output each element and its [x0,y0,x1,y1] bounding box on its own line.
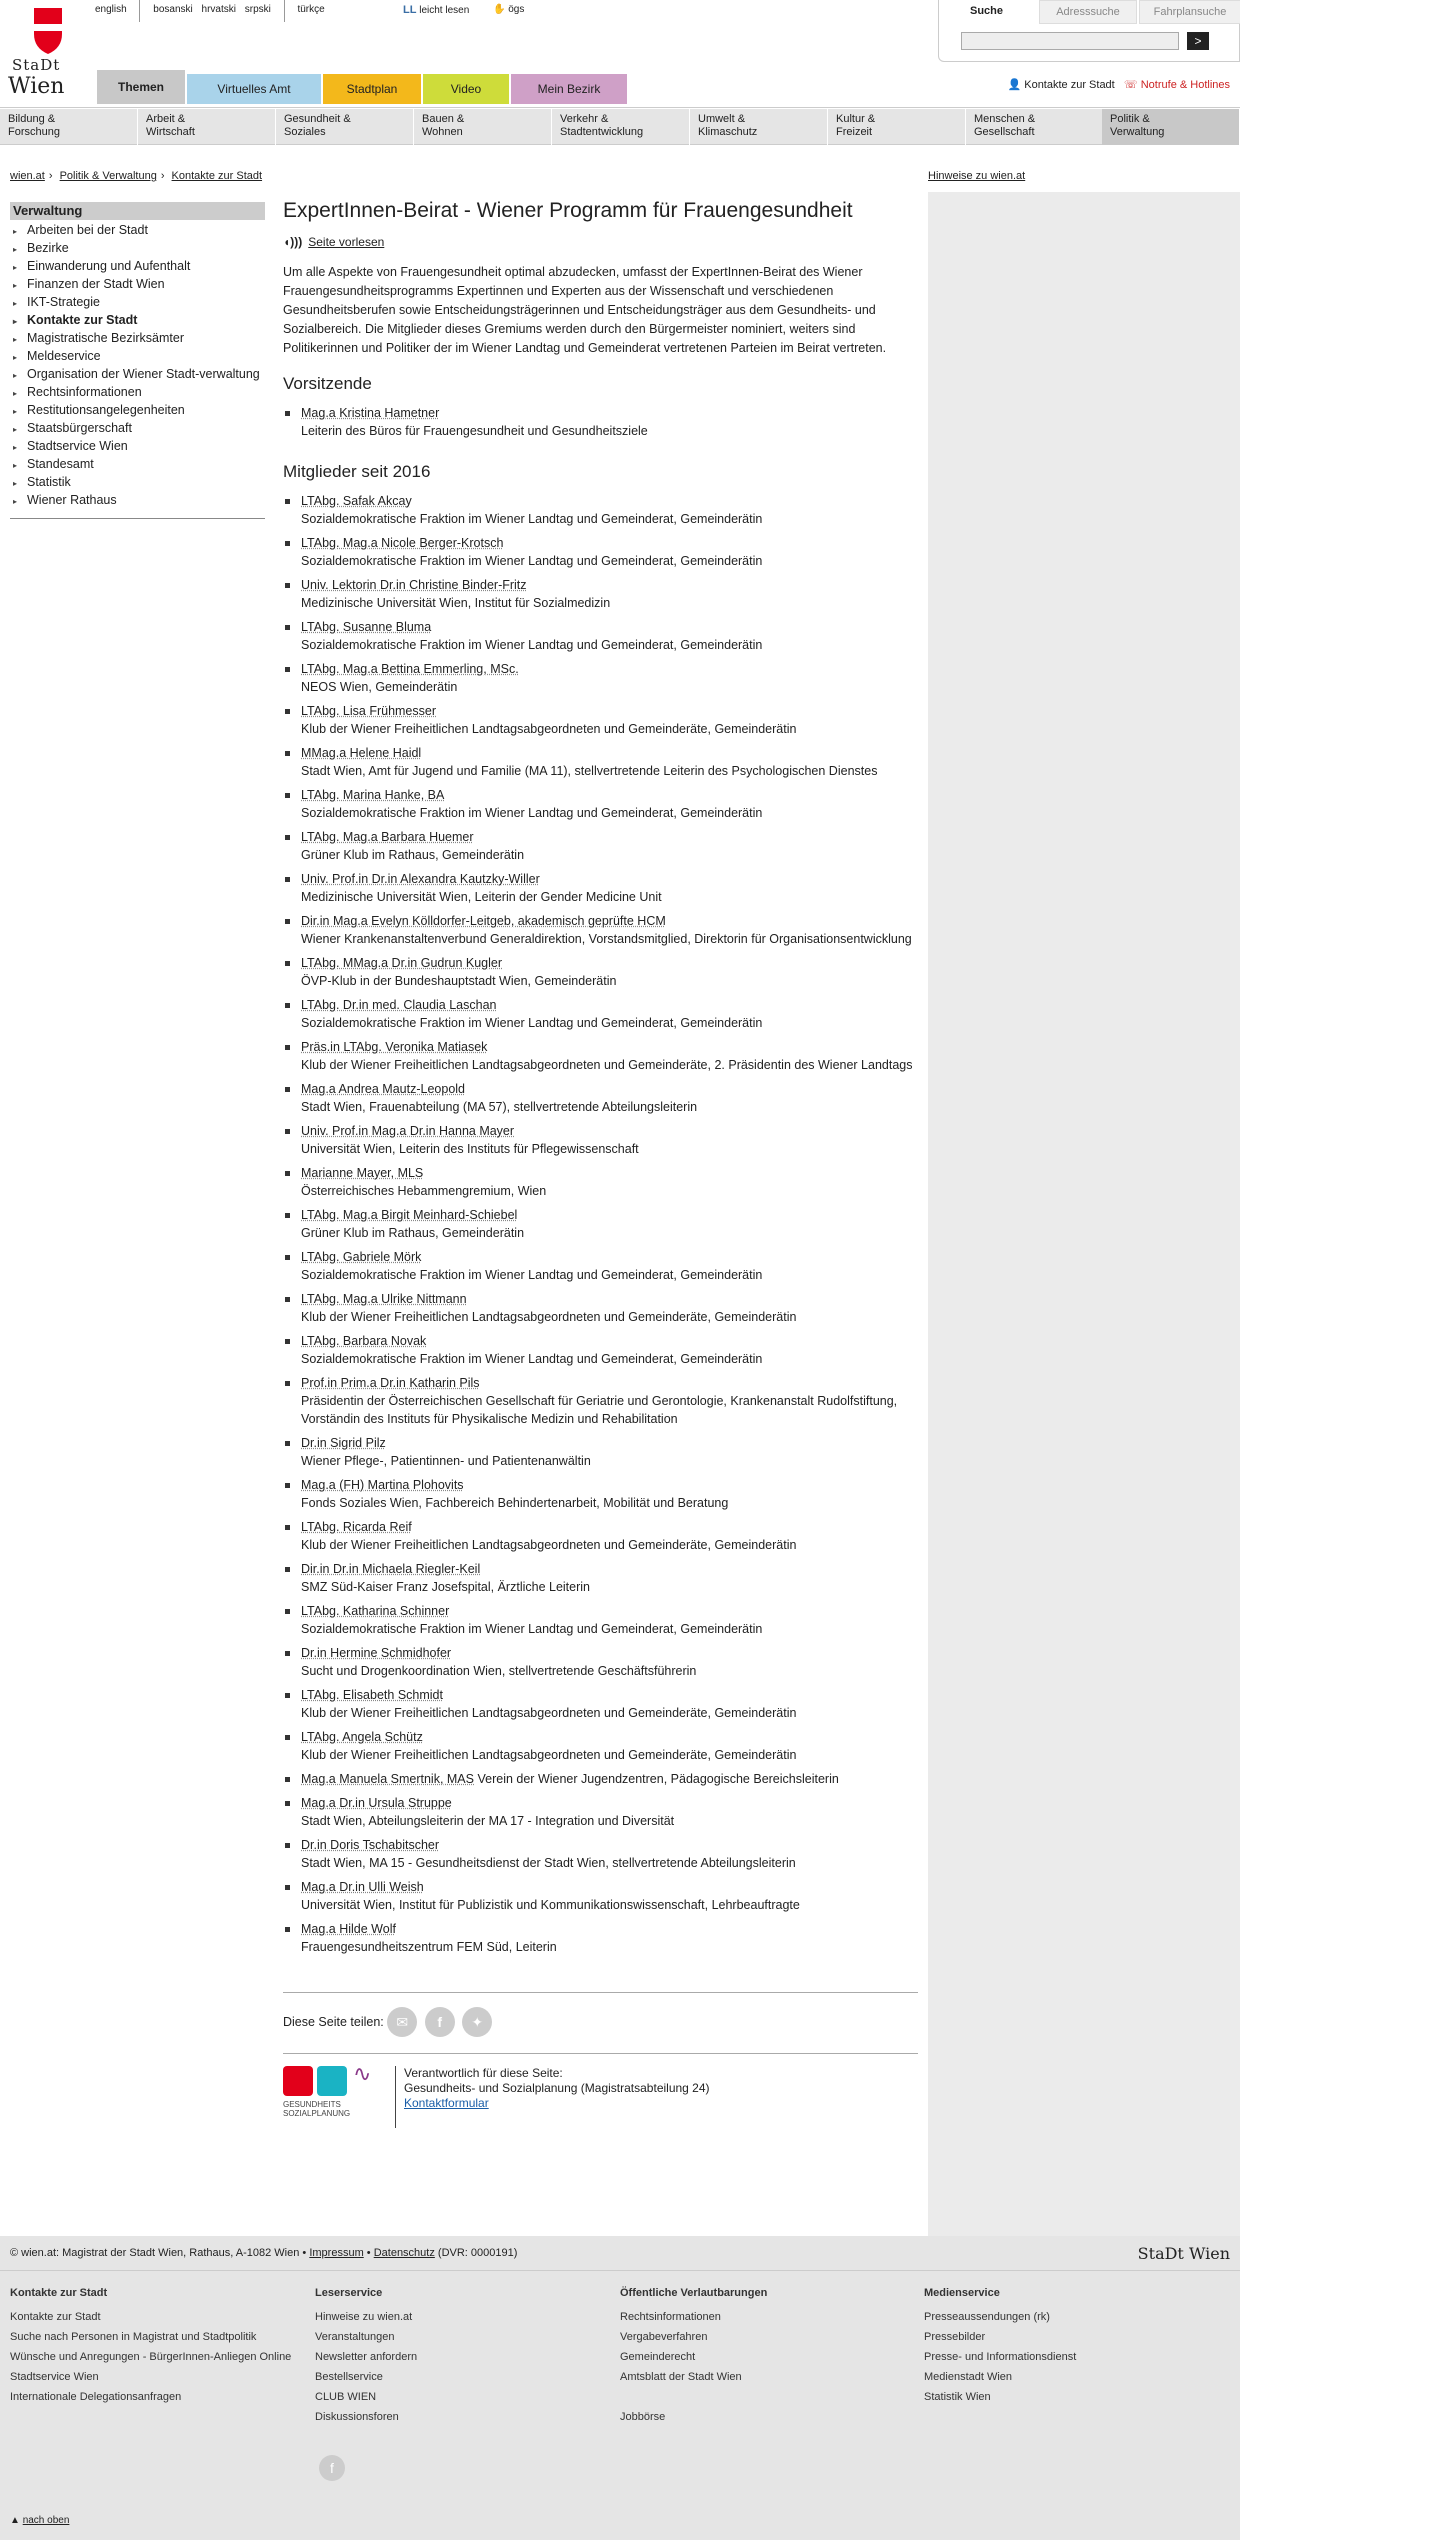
sidebar-item[interactable]: ▸ Bezirke [10,240,265,258]
member-name: Dr.in Sigrid Pilz [301,1436,386,1450]
footer-link[interactable]: CLUB WIEN [315,2391,377,2403]
member-name: LTAbg. Gabriele Mörk [301,1250,422,1264]
footer-link[interactable]: Newsletter anfordern [315,2351,418,2363]
member-item [283,870,918,906]
main-content [283,199,918,2136]
back-to-top-link[interactable]: ▲ nach oben [10,2515,70,2526]
footer-heading: Öffentliche Verlautbarungen [620,2287,768,2299]
member-list [283,492,918,1956]
member-name: LTAbg. Elisabeth Schmidt [301,1688,443,1702]
member-role: Österreichisches Hebammengremium, Wien [301,1184,547,1198]
speaker-icon: ◖))) [283,235,303,249]
footer-heading: Kontakte zur Stadt [10,2287,108,2299]
member-item [283,1920,918,1956]
nav-item-3[interactable]: Gesundheit & Soziales [276,109,414,145]
member-role: Sozialdemokratische Fraktion im Wiener Landtag und Gemeinderat, Gemeinderätin [301,512,763,526]
tab-fahrplansuche[interactable]: Fahrplansuche [1139,0,1241,24]
tab-adresssuche[interactable]: Adresssuche [1039,0,1137,24]
member-name: LTAbg. Mag.a Barbara Huemer [301,830,474,844]
member-name: Dir.in Dr.in Michaela Riegler-Keil [301,1562,481,1576]
footer-link[interactable]: Kontakte zur Stadt [10,2311,101,2323]
member-role: Sozialdemokratische Fraktion im Wiener Landtag und Gemeinderat, Gemeinderätin [301,1352,763,1366]
footer-link[interactable]: Vergabeverfahren [620,2331,708,2343]
member-role: Präsidentin der Österreichischen Gesellschaft für Geriatrie und Gerontologie, Krankenanstalt Rudolfstiftung, Vorständin des Instituts für Physikalische Medizin und Rehabilitation [301,1394,898,1426]
member-name: LTAbg. Katharina Schinner [301,1604,450,1618]
sidebar-item[interactable]: ▸ Kontakte zur Stadt [10,312,265,330]
contacts-link[interactable]: 👤 Kontakte zur Stadt [1007,79,1115,91]
nav-item-4[interactable]: Bauen & Wohnen [414,109,552,145]
member-role: NEOS Wien, Gemeinderätin [301,680,458,694]
member-name: Mag.a Kristina Hametner [301,406,440,420]
sign-language-icon: ✋ [493,4,506,15]
member-role: Sucht und Drogenkoordination Wien, stellvertretende Geschäftsführerin [301,1664,697,1678]
member-role: Leiterin des Büros für Frauengesundheit und Gesundheitsziele [301,424,648,438]
member-name: Univ. Prof.in Mag.a Dr.in Hanna Mayer [301,1124,515,1138]
member-name: LTAbg. Dr.in med. Claudia Laschan [301,998,497,1012]
easy-read-icon: LL [403,4,417,16]
twitter-share-icon[interactable]: ✦ [462,2007,492,2037]
lang-turkce[interactable]: türkçe [297,4,325,15]
sidebar-heading[interactable]: Verwaltung [10,202,265,220]
member-name: LTAbg. Mag.a Birgit Meinhard-Schiebel [301,1208,518,1222]
footer-link[interactable]: Bestellservice [315,2371,383,2383]
member-name: Mag.a Dr.in Ulli Weish [301,1880,424,1894]
member-name: MMag.a Helene Haidl [301,746,422,760]
member-name: Prof.in Prim.a Dr.in Katharin Pils [301,1376,480,1390]
member-item [283,1374,918,1428]
page-margin [1240,0,1440,2540]
member-item [283,1080,918,1116]
sidebar [10,202,265,519]
member-item [283,1770,918,1788]
footer-link[interactable] [620,2387,910,2407]
member-role: SMZ Süd-Kaiser Franz Josefspital, Ärztliche Leiterin [301,1580,590,1594]
intro-text: Um alle Aspekte von Frauengesundheit optimal abzudecken, umfasst der ExpertInnen-Beirat des Wiener Frauengesundheitsprogramms Expertinnen und Experten aus der Wissenschaft und verschiedenen Gesundheitsberufen sowie Entscheidungsträgerinnen und Entscheidungsträger aus dem Gesundheits- und Sozialbereich. Die Mitglieder dieses Gremiums werden durch den Bürgermeister nominiert, weiters sind Politikerinnen und Politiker der im Wiener Landtag und Gemeinderat vertretenen Parteien im Beirat vertreten. [283,265,887,355]
member-role: Medizinische Universität Wien, Institut für Sozialmedizin [301,596,611,610]
breadcrumb [10,170,266,182]
sidebar-item[interactable]: ▸ Rechtsinformationen [10,384,265,402]
wien-logo[interactable]: StaDt Wien [8,4,88,104]
datenschutz-link[interactable]: Datenschutz [373,2247,435,2259]
member-role: Verein der Wiener Jugendzentren, Pädagogische Bereichsleiterin [477,1772,839,1786]
member-name: Marianne Mayer, MLS [301,1166,424,1180]
email-share-icon[interactable]: ✉ [387,2007,417,2037]
member-role: Stadt Wien, Amt für Jugend und Familie (MA 11), stellvertretende Leiterin des Psychologischen Dienstes [301,764,878,778]
sidebar-item[interactable]: ▸ Magistratische Bezirksämter [10,330,265,348]
member-name: LTAbg. Mag.a Nicole Berger-Krotsch [301,536,504,550]
tab-themen[interactable]: Themen [97,70,185,104]
impressum-link[interactable]: Impressum [309,2247,364,2259]
footer-link[interactable]: Diskussionsforen [315,2411,399,2423]
footer-link[interactable]: Presse- und Informationsdienst [924,2351,1077,2363]
member-item [283,1434,918,1470]
arrow-up-icon: ▲ [10,2515,20,2526]
responsible-label: Verantwortlich für diese Seite: [404,2066,563,2080]
chair-list [283,404,918,440]
member-role: Klub der Wiener Freiheitlichen Landtagsabgeordneten und Gemeinderäte, 2. Präsidentin des Wiener Landtags [301,1058,913,1072]
member-role: Fonds Soziales Wien, Fachbereich Behindertenarbeit, Mobilität und Beratung [301,1496,729,1510]
nav-item-9[interactable]: Politik & Verwaltung [1102,109,1240,145]
member-item [283,828,918,864]
member-item [283,576,918,612]
member-role: Grüner Klub im Rathaus, Gemeinderätin [301,848,525,862]
member-role: Stadt Wien, MA 15 - Gesundheitsdienst der Stadt Wien, stellvertretende Abteilungsleiterin [301,1856,796,1870]
footer-link[interactable]: Medienstadt Wien [924,2371,1013,2383]
responsible-box [283,2061,918,2136]
member-role: Wiener Pflege-, Patientinnen- und Patientenanwältin [301,1454,591,1468]
read-aloud-button[interactable]: ◖))) Seite vorlesen [283,235,385,249]
member-item [283,786,918,822]
header-links [1007,78,1230,91]
footer-column [924,2283,1214,2407]
sidebar-item[interactable]: ▸ Meldeservice [10,348,265,366]
member-name: LTAbg. Barbara Novak [301,1334,427,1348]
tab-virtuelles-amt[interactable]: Virtuelles Amt [187,74,321,104]
member-item [283,1644,918,1680]
header [0,0,1240,108]
nav-item-8[interactable]: Menschen & Gesellschaft [966,109,1104,145]
hotlines-link[interactable]: ☏ Notrufe & Hotlines [1123,79,1230,91]
member-item [283,1878,918,1914]
member-name: LTAbg. Mag.a Ulrike Nittmann [301,1292,467,1306]
member-item [283,1248,918,1284]
member-name: Univ. Prof.in Dr.in Alexandra Kautzky-Willer [301,872,540,886]
member-item [283,702,918,738]
footer-link[interactable]: Veranstaltungen [315,2331,395,2343]
member-role: Klub der Wiener Freiheitlichen Landtagsabgeordneten und Gemeinderäte, Gemeinderätin [301,1706,797,1720]
member-name: LTAbg. Marina Hanke, BA [301,788,445,802]
tab-video[interactable]: Video [423,74,509,104]
member-role: Klub der Wiener Freiheitlichen Landtagsabgeordneten und Gemeinderäte, Gemeinderätin [301,1538,797,1552]
footer-link[interactable]: Suche nach Personen in Magistrat und Stadtpolitik [10,2331,257,2343]
phone-icon: ☏ [1123,79,1138,91]
footer-logo[interactable]: StaDt Wien [1137,2244,1230,2263]
breadcrumb-item-home[interactable]: wien.at [10,170,45,182]
footer-link[interactable]: Pressebilder [924,2331,986,2343]
member-item [283,534,918,570]
footer-link[interactable]: Jobbörse [620,2411,666,2423]
footer-bar: © wien.at: Magistrat der Stadt Wien, Rathaus, A-1082 Wien • Impressum • Datenschutz (DVR: 0000191) StaDt Wien [0,2236,1240,2270]
breadcrumb-item-kontakte[interactable]: Kontakte zur Stadt [171,170,263,182]
nav-item-5[interactable]: Verkehr & Stadtentwicklung [552,109,690,145]
member-item [283,912,918,948]
footer-link[interactable]: Statistik Wien [924,2391,991,2403]
search-box [938,0,1240,62]
member-role: Klub der Wiener Freiheitlichen Landtagsabgeordneten und Gemeinderäte, Gemeinderätin [301,1310,797,1324]
lang-hrvatski[interactable]: hrvatski [201,4,236,15]
footer-link[interactable]: Stadtservice Wien [10,2371,99,2383]
member-name: Mag.a (FH) Martina Plohovits [301,1478,464,1492]
facebook-share-icon[interactable]: f [425,2007,455,2037]
footer-heading: Leserservice [315,2287,383,2299]
member-role: Wiener Krankenanstaltenverbund Generaldirektion, Vorstandsmitglied, Direktorin für Organisationsentwicklung [301,932,912,946]
member-role: Klub der Wiener Freiheitlichen Landtagsabgeordneten und Gemeinderäte, Gemeinderätin [301,722,797,736]
hinweise-link[interactable]: Hinweise zu wien.at [928,170,1026,182]
member-item [283,1038,918,1074]
member-role: Sozialdemokratische Fraktion im Wiener Landtag und Gemeinderat, Gemeinderätin [301,638,763,652]
member-name: LTAbg. Ricarda Reif [301,1520,412,1534]
nav-item-1[interactable]: Bildung & Forschung [0,109,138,145]
search-input[interactable] [961,32,1179,50]
member-role: Sozialdemokratische Fraktion im Wiener Landtag und Gemeinderat, Gemeinderätin [301,1268,763,1282]
member-name: LTAbg. Safak Akcay [301,494,412,508]
share-bar [283,1992,918,2054]
member-role: Sozialdemokratische Fraktion im Wiener Landtag und Gemeinderat, Gemeinderätin [301,1622,763,1636]
sign-language-link[interactable]: ✋ ögs [493,4,525,15]
heading-members: Mitglieder seit 2016 [283,462,431,481]
sidebar-item[interactable]: ▸ Stadtservice Wien [10,438,265,456]
sidebar-item[interactable]: ▸ Wiener Rathaus [10,492,265,510]
member-item [283,744,918,780]
tab-stadtplan[interactable]: Stadtplan [323,74,421,104]
footer-column [315,2283,605,2427]
sidebar-item[interactable]: ▸ Einwanderung und Aufenthalt [10,258,265,276]
member-name: Dr.in Hermine Schmidhofer [301,1646,452,1660]
member-name: LTAbg. Lisa Frühmesser [301,704,437,718]
member-role: Klub der Wiener Freiheitlichen Landtagsabgeordneten und Gemeinderäte, Gemeinderätin [301,1748,797,1762]
member-name: Mag.a Manuela Smertnik, MAS [301,1772,474,1786]
member-item [283,1476,918,1512]
page-title: ExpertInnen-Beirat - Wiener Programm für Frauengesundheit [283,199,853,222]
member-name: LTAbg. Angela Schütz [301,1730,423,1744]
footer-column [620,2283,910,2427]
sidebar-item[interactable]: ▸ Arbeiten bei der Stadt [10,222,265,240]
member-role: Universität Wien, Institut für Publizistik und Kommunikationswissenschaft, Lehrbeauftragte [301,1898,800,1912]
lang-english[interactable]: english [95,4,127,15]
sidebar-item[interactable]: ▸ Finanzen der Stadt Wien [10,276,265,294]
nav-item-6[interactable]: Umwelt & Klimaschutz [690,109,828,145]
chevron-right-icon: › [160,170,165,182]
member-role: ÖVP-Klub in der Bundeshauptstadt Wien, Gemeinderätin [301,974,617,988]
sidebar-item[interactable]: ▸ Statistik [10,474,265,492]
member-item [283,492,918,528]
member-name: Dir.in Mag.a Evelyn Kölldorfer-Leitgeb, akademisch geprüfte HCM [301,914,666,928]
member-name: Mag.a Andrea Mautz-Leopold [301,1082,465,1096]
gesundheitsplanung-logo: ∿ GESUNDHEITS SOZIALPLANUNG [283,2061,372,2118]
footer-link[interactable]: Amtsblatt der Stadt Wien [620,2371,742,2383]
footer-link[interactable]: Rechtsinformationen [620,2311,721,2323]
footer-column [10,2283,300,2407]
sidebar-item[interactable]: ▸ Standesamt [10,456,265,474]
member-role: Universität Wien, Leiterin des Instituts für Pflegewissenschaft [301,1142,639,1156]
sidebar-list [10,220,265,519]
lang-srpski[interactable]: srpski [244,4,271,15]
nav-item-2[interactable]: Arbeit & Wirtschaft [138,109,276,145]
member-role: Medizinische Universität Wien, Leiterin der Gender Medicine Unit [301,890,662,904]
member-name: Präs.in LTAbg. Veronika Matiasek [301,1040,488,1054]
right-column [928,192,1240,2236]
member-role: Sozialdemokratische Fraktion im Wiener Landtag und Gemeinderat, Gemeinderätin [301,806,763,820]
member-item [283,1686,918,1722]
member-item [283,1602,918,1638]
footer-link[interactable]: Hinweise zu wien.at [315,2311,413,2323]
member-name: Dr.in Doris Tschabitscher [301,1838,440,1852]
member-item [283,1206,918,1242]
member-role: Sozialdemokratische Fraktion im Wiener Landtag und Gemeinderat, Gemeinderätin [301,1016,763,1030]
member-item [283,1728,918,1764]
sidebar-item[interactable]: ▸ IKT-Strategie [10,294,265,312]
footer-link[interactable]: Gemeinderecht [620,2351,696,2363]
member-role: Frauengesundheitszentrum FEM Süd, Leiterin [301,1940,557,1954]
lang-bosanski[interactable]: bosanski [153,4,193,15]
member-item [283,1836,918,1872]
member-item [283,1332,918,1368]
member-role: Sozialdemokratische Fraktion im Wiener Landtag und Gemeinderat, Gemeinderätin [301,554,763,568]
search-button[interactable]: > [1187,32,1209,50]
person-icon: 👤 [1007,79,1022,91]
contact-form-link[interactable]: Kontaktformular [404,2096,489,2110]
sidebar-item[interactable]: ▸ Staatsbürgerschaft [10,420,265,438]
member-role: Stadt Wien, Frauenabteilung (MA 57), stellvertretende Abteilungsleiterin [301,1100,698,1114]
member-item [283,618,918,654]
facebook-icon[interactable]: f [319,2455,345,2481]
member-item [283,660,918,696]
footer-link[interactable]: Presseaussendungen (rk) [924,2311,1050,2323]
main-nav [0,109,1240,145]
member-item [283,1518,918,1554]
footer-link[interactable]: Wünsche und Anregungen - BürgerInnen-Anliegen Online [10,2351,292,2363]
member-role: Stadt Wien, Abteilungsleiterin der MA 17 - Integration und Diversität [301,1814,675,1828]
member-name: LTAbg. Mag.a Bettina Emmerling, MSc. [301,662,519,676]
member-item [283,404,918,440]
share-label: Diese Seite teilen: [283,2015,384,2029]
member-item [283,1164,918,1200]
member-item [283,1290,918,1326]
footer-heading: Medienservice [924,2287,1000,2299]
member-name: LTAbg. Susanne Bluma [301,620,432,634]
member-name: Mag.a Hilde Wolf [301,1922,396,1936]
member-item [283,1794,918,1830]
footer [0,2270,1240,2540]
breadcrumb-item-politik[interactable]: Politik & Verwaltung [59,170,157,182]
language-bar [95,0,331,22]
tab-suche[interactable]: Suche [939,0,1034,24]
sidebar-item[interactable]: ▸ Organisation der Wiener Stadt-verwaltung [10,366,265,384]
member-name: Mag.a Dr.in Ursula Struppe [301,1796,452,1810]
chevron-right-icon: › [48,170,53,182]
easy-read-link[interactable]: LL leicht lesen [403,4,470,16]
sidebar-item[interactable]: ▸ Restitutionsangelegenheiten [10,402,265,420]
member-item [283,996,918,1032]
footer-link[interactable]: Internationale Delegationsanfragen [10,2391,182,2403]
heading-chair: Vorsitzende [283,374,372,393]
member-item [283,954,918,990]
member-item [283,1122,918,1158]
member-item [283,1560,918,1596]
nav-item-7[interactable]: Kultur & Freizeit [828,109,966,145]
member-name: Univ. Lektorin Dr.in Christine Binder-Fritz [301,578,527,592]
tab-mein-bezirk[interactable]: Mein Bezirk [511,74,627,104]
member-name: LTAbg. MMag.a Dr.in Gudrun Kugler [301,956,503,970]
responsible-org: Gesundheits- und Sozialplanung (Magistratsabteilung 24) [404,2081,710,2095]
member-role: Grüner Klub im Rathaus, Gemeinderätin [301,1226,525,1240]
